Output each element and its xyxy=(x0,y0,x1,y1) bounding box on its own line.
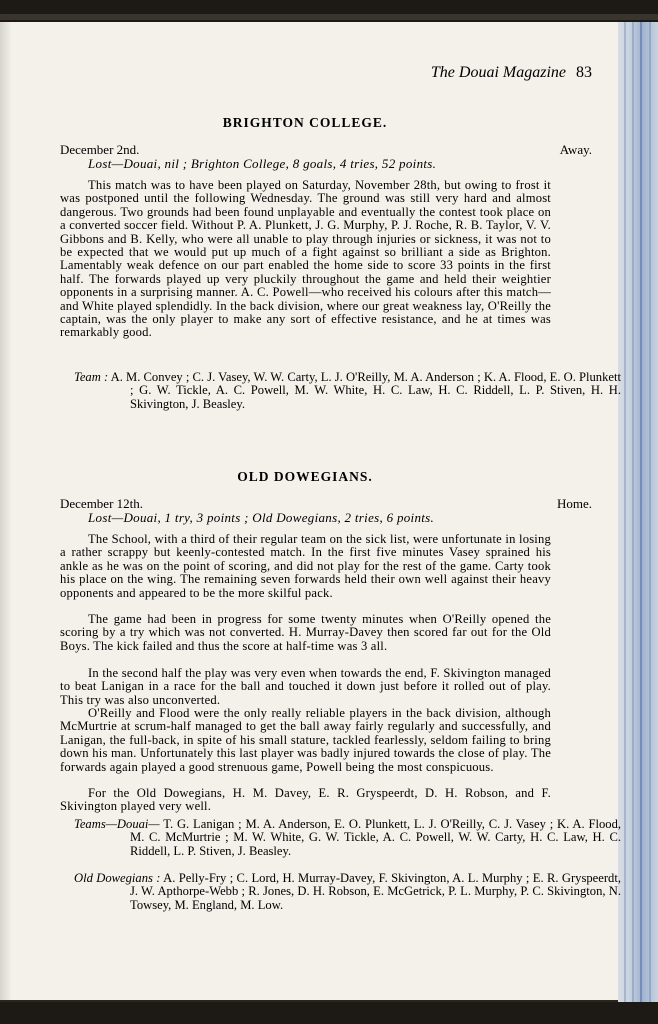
gutter-shadow xyxy=(0,22,12,1000)
team-list xyxy=(60,371,621,411)
team-players: A. Pelly-Fry ; C. Lord, H. Murray-Davey, F. Skivington, A. L. Murphy ; E. R. Gryspeerdt, J. W. Apthorpe-Webb ; R. Jones, D. H. Robson, E. McGetrick, P. L. Murphy, P. C. Skivington, N. Towsey, M. England, M. Low. xyxy=(130,871,621,912)
match-title-old-dowegians: OLD DOWEGIANS. xyxy=(237,469,373,484)
report-paragraph: The School, with a third of their regular team on the sick list, were unfortunate in losing a rather scrappy but keenly-contested match. In the first five minutes Vasey sprained his ankle as he was on the point of scoring, and did not play for the rest of the game. Carty took his place on the wing. The remaining seven forwards held their own well against their heavy opponents and appeared to be the more skilful pack. xyxy=(60,532,551,600)
match-venue: Home. xyxy=(556,496,592,511)
match-title-brighton: BRIGHTON COLLEGE. xyxy=(222,115,388,130)
running-head xyxy=(431,64,592,82)
team-label: Old Dowegians : xyxy=(74,871,161,885)
match-date: December 12th. xyxy=(60,496,144,511)
match-result: Lost—Douai, nil ; Brighton College, 8 goals, 4 tries, 52 points. xyxy=(88,156,437,171)
team-label: Team : xyxy=(74,370,109,384)
book-binding-bottom xyxy=(0,1002,658,1024)
team-players: T. G. Lanigan ; M. A. Anderson, E. O. Plunkett, L. J. O'Reilly, C. J. Vasey ; K. A. Flood, M. C. McMurtrie ; M. W. White, G. W. Tickle, A. C. Powell, W. W. Carty, H. C. Law, H. C. Riddell, L. P. Stiven, J. Beasley. xyxy=(130,817,622,858)
magazine-title: The Douai Magazine xyxy=(430,64,566,81)
match-date: December 2nd. xyxy=(60,142,140,157)
page-number: 83 xyxy=(576,64,592,81)
report-paragraph: In the second half the play was very even when towards the end, F. Skivington managed to beat Lanigan in a race for the ball and touched it down just before it rolled out of play. This try was also unconverted. xyxy=(60,666,551,707)
team-list-douai xyxy=(60,818,621,858)
team-list-old-dowegians xyxy=(60,872,621,912)
report-paragraph: For the Old Dowegians, H. M. Davey, E. R. Gryspeerdt, D. H. Robson, and F. Skivington played very well. xyxy=(60,786,551,814)
team-label: Teams—Douai— xyxy=(74,817,160,831)
report-paragraph: The game had been in progress for some twenty minutes when O'Reilly opened the scoring by a try which was not converted. H. Murray-Davey then scored far out for the Old Boys. The kick failed and thus the score at half-time was 3 all. xyxy=(60,612,551,653)
book-binding-top xyxy=(0,0,658,24)
match-venue: Away. xyxy=(559,142,592,157)
team-players: A. M. Convey ; C. J. Vasey, W. W. Carty, L. J. O'Reilly, M. A. Anderson ; K. A. Flood, E. O. Plunkett ; G. W. Tickle, A. C. Powell, M. W. White, H. C. Law, H. C. Riddell, L. P. Stiven, H. H. Skivington, J. Beasley. xyxy=(110,370,621,411)
page-edge-stack xyxy=(618,22,658,1002)
match-result: Lost—Douai, 1 try, 3 points ; Old Dowegians, 2 tries, 6 points. xyxy=(88,510,435,525)
match-report: This match was to have been played on Saturday, November 28th, but owing to frost it was postponed until the following Wednesday. The ground was still very hard and almost dangerous. Two grounds had been found unplayable and eventually the contest took place on a converted soccer field. Without P. A. Plunkett, J. G. Murphy, P. J. Roche, R. B. Taylor, V. V. Gibbons and B. Kelly, who were all unable to play through injuries or sickness, it was not to be expected that we would put up much of a fight against so brilliant a side as Brighton. Lamentably weak defence on our part enabled the home side to score 33 points in the first half. The forwards played up very pluckily throughout the game and held their weightier opponents in a surprising manner. A. C. Powell—who received his colours after this match—and White played splendidly. In the back division, where our great weakness lay, O'Reilly the captain, was the only player to make any sort of effective resistance, and he at times was remarkably good. xyxy=(60,178,551,340)
report-paragraph: O'Reilly and Flood were the only really reliable players in the back division, although McMurtrie at scrum-half managed to get the ball away fairly regularly and successfully, and Lanigan, the full-back, in spite of his small stature, tackled fearlessly, seldom failing to bring down his man. Unfortunately this last player was badly injured towards the close of play. The forwards again played a good strenuous game, Powell being the most conspicuous. xyxy=(60,706,551,774)
